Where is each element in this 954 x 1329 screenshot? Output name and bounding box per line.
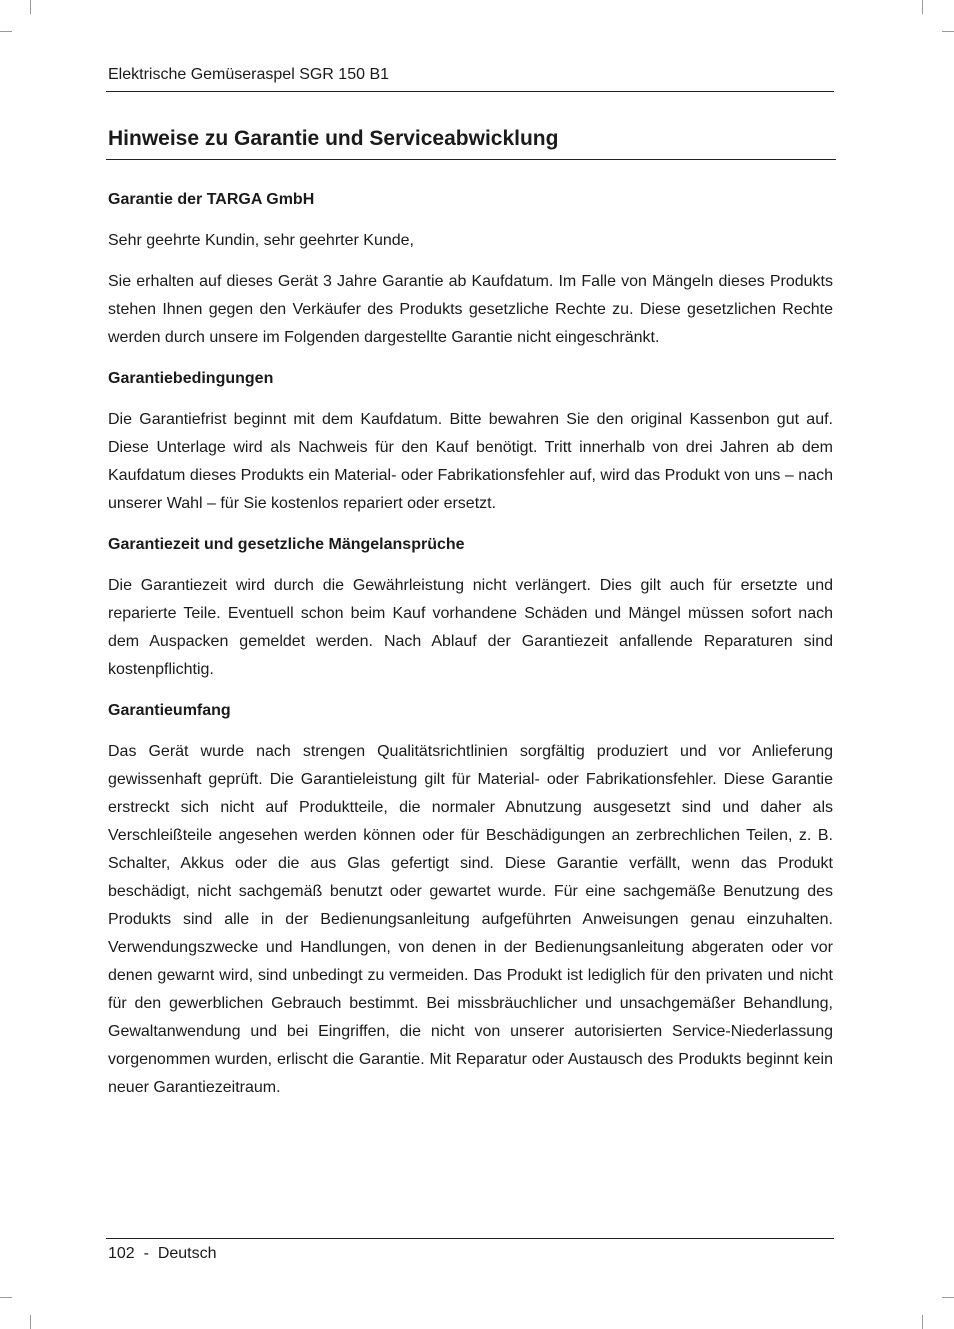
- title-divider: [106, 159, 836, 160]
- crop-mark: [922, 0, 923, 14]
- page-number: 102: [108, 1245, 135, 1262]
- crop-mark: [942, 1297, 954, 1298]
- paragraph: Die Garantiefrist beginnt mit dem Kaufdatum. Bitte bewahren Sie den original Kassenbon gut auf. Diese Unterlage wird als Nachweis für den Kauf benötigt. Tritt innerhalb von drei Jahren ab dem Kaufdatum dieses Produkts ein Material- oder Fabrikationsfehler auf, wird das Produkt von uns – nach unserer Wahl – für Sie kostenlos repariert oder ersetzt.: [108, 411, 833, 512]
- footer-separator: -: [143, 1245, 149, 1262]
- section-targa-warranty: [108, 186, 833, 352]
- section-warranty-scope: [108, 697, 833, 1102]
- section-heading: Garantieumfang: [108, 702, 231, 719]
- crop-mark: [30, 0, 31, 14]
- section-warranty-period: [108, 531, 833, 684]
- page-footer: [108, 1243, 217, 1265]
- paragraph: Die Garantiezeit wird durch die Gewährleistung nicht verlängert. Dies gilt auch für ersetzte und reparierte Teile. Eventuell schon beim Kauf vorhandene Schäden und Mängel müssen sofort nach dem Auspacken gemeldet werden. Nach Ablauf der Garantiezeit anfallende Reparaturen sind kostenpflichtig.: [108, 577, 833, 678]
- crop-mark: [942, 31, 954, 32]
- crop-mark: [0, 1297, 12, 1298]
- section-heading: Garantiezeit und gesetzliche Mängelansprüche: [108, 536, 465, 553]
- crop-mark: [922, 1315, 923, 1329]
- page-title: Hinweise zu Garantie und Serviceabwicklung: [108, 127, 559, 150]
- section-heading: Garantie der TARGA GmbH: [108, 191, 315, 208]
- section-warranty-conditions: [108, 365, 833, 518]
- crop-mark: [0, 31, 12, 32]
- paragraph: Das Gerät wurde nach strengen Qualitätsrichtlinien sorgfältig produziert und vor Anlieferung gewissenhaft geprüft. Die Garantieleistung gilt für Material- oder Fabrikationsfehler. Diese Garantie erstreckt sich nicht auf Produktteile, die normaler Abnutzung ausgesetzt sind und daher als Verschleißteile angesehen werden können oder für Beschädigungen an zerbrechlichen Teilen, z. B. Schalter, Akkus oder die aus Glas gefertigt sind. Diese Garantie verfällt, wenn das Produkt beschädigt, nicht sachgemäß benutzt oder gewartet wurde. Für eine sachgemäße Benutzung des Produkts sind alle in der Bedienungsanleitung aufgeführten Anweisungen genau einzuhalten. Verwendungszwecke und Handlungen, von denen in der Bedienungsanleitung abgeraten oder vor denen gewarnt wird, sind unbedingt zu vermeiden. Das Produkt ist lediglich für den privaten und nicht für den gewerblichen Gebrauch bestimmt. Bei missbräuchlicher und unsachgemäßer Behandlung, Gewaltanwendung und bei Eingriffen, die nicht von unserer autorisierten Service-Niederlassung vorgenommen wurden, erlischt die Garantie. Mit Reparatur oder Austausch des Produkts beginnt kein neuer Garantiezeitraum.: [108, 743, 833, 1096]
- footer-language: Deutsch: [157, 1245, 217, 1262]
- salutation: Sehr geehrte Kundin, sehr geehrter Kunde,: [108, 232, 414, 249]
- footer-divider: [106, 1238, 834, 1239]
- section-heading: Garantiebedingungen: [108, 370, 274, 387]
- paragraph: Sie erhalten auf dieses Gerät 3 Jahre Garantie ab Kaufdatum. Im Falle von Mängeln dieses Produkts stehen Ihnen gegen den Verkäufer des Produkts gesetzliche Rechte zu. Diese gesetzlichen Rechte werden durch unsere im Folgenden dargestellte Garantie nicht eingeschränkt.: [108, 273, 833, 346]
- crop-mark: [30, 1315, 31, 1329]
- running-header: Elektrische Gemüseraspel SGR 150 B1: [108, 66, 390, 83]
- header-divider: [106, 91, 834, 92]
- document-body: [108, 186, 833, 1115]
